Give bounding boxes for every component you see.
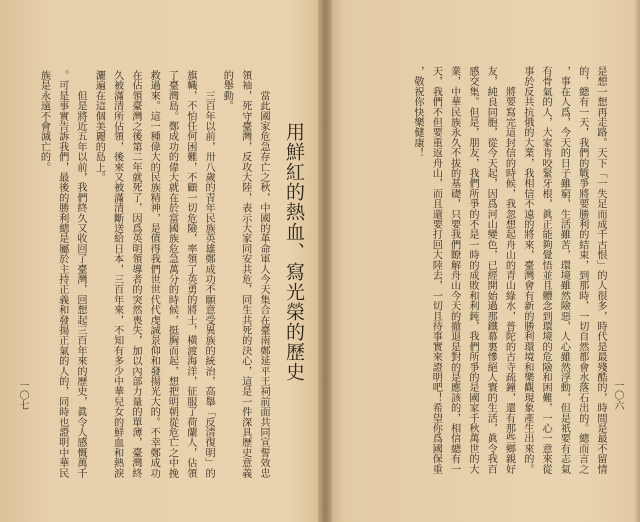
chapter-title: 用鮮紅的熱血、寫光榮的歷史 <box>283 122 305 382</box>
text-column: 業，中華民族永久不拔的基礎，只要我們瞭解舟山今天的撤退是對的是應該的，相信總有一 <box>448 66 460 474</box>
text-column: 將要寫完這封信的時候，我忽想起舟山的青山綠水，普陀的古寺疏鐘，還有那些鄉親好 <box>503 66 515 474</box>
text-column: ，敬祝你快樂健康！ <box>412 66 424 158</box>
text-column: 友，純良同胞，從今天起，因爲河山變色，已經開始過那鐵幕裏慘絕人寰的生活，眞令我百 <box>485 66 497 474</box>
text-column: 。可是事實告訴我們，最後的勝利總是屬於主持正義和發揚正氣的人的，同時也證明中華民 <box>56 70 68 478</box>
text-column: 旗幟，不怕任何困難，不顧一切危險，率領了英勇的將士，橫渡海洋，征服了荷蘭人，佔領 <box>184 70 196 478</box>
text-column: 在佔領臺灣之後第二年就死了，因爲英明領導者的突然喪失，加以內部力量的單薄，臺灣終 <box>129 70 141 478</box>
text-column: 感交集。但是，朋友，我們所爭的不是一時的成敗和利鈍，我們所爭的是國家千秋萬世的大 <box>466 66 478 474</box>
text-column: 天，我們不但要重返舟山，而且還要打回大陸去，一切且待事實來證明吧！希望你爲國保重 <box>430 66 442 474</box>
text-column: 領袖，死守臺灣，反攻大陸，表示大家同安共危，同生共死的決心，這是一件深具歷史意義 <box>239 70 251 478</box>
page-number: 一〇六 <box>612 380 623 410</box>
text-column: 三百年以前，卅八歲的青年民族英雄鄭成功不願意受異族的統治，高舉「反清復明」的 <box>203 70 215 478</box>
text-column: 有骨氣的人，大家肯咬緊牙根，眞正能夠覺悟並且體念到環境的危險和困難，一心一意來從 <box>540 66 552 474</box>
text-column: 了臺灣島。鄭成功的偉大就在於當國族危急萬分的時候，挺胸而起，想把明朝從危亡之中挽 <box>166 70 178 478</box>
text-column: 的舉動。 <box>221 70 233 111</box>
text-column: 事於反共抗俄的大業，我相信不遠的將來，臺灣會有新的勝利環境和樂觀現象產生出來的。 <box>521 66 533 474</box>
text-column: 是想一想再走路。天下「一失足而成千古恨」的人很多，時代是最殘酷的，時間是最不留情 <box>595 66 606 474</box>
text-column: 的，總有一天，我們的戰爭將要勝利的結束，到那時，一切自然都會水落石出的。總而言之 <box>576 66 588 474</box>
text-column: ，事在人爲，今天的日子雖窮，生活雖苦，環境雖然險惡，人心雖然浮動，但是祇要有志氣 <box>558 66 570 474</box>
right-page <box>330 0 638 522</box>
text-column: 灑遍在這個美麗的島上。 <box>93 70 105 183</box>
text-column: 族是永遠不會滅亡的。 <box>38 70 50 172</box>
text-column: 當此國家危急存亡之秋，中國的革命軍人今天集合在臺南鄭延平王祠前面共同宣誓效忠 <box>258 70 269 478</box>
right-page-text <box>408 66 609 474</box>
text-column: 久被滿清所佔領，後來又被滿清斷送給日本，三百年來，不知有多少中華兒女的鮮血和熱淚 <box>111 70 123 478</box>
text-column: 救過來。這一種偉大的民族精神，是值得我們世世代代虔誠景仰和發揚光大的。不幸鄭成功 <box>148 70 160 478</box>
page-number: 一〇七 <box>17 380 28 410</box>
left-page-text <box>34 70 272 478</box>
text-column: 但是將近五年以前，我們終久又收回了臺灣，回想起三百年來的歷史，眞令人感慨萬千 <box>75 70 87 478</box>
